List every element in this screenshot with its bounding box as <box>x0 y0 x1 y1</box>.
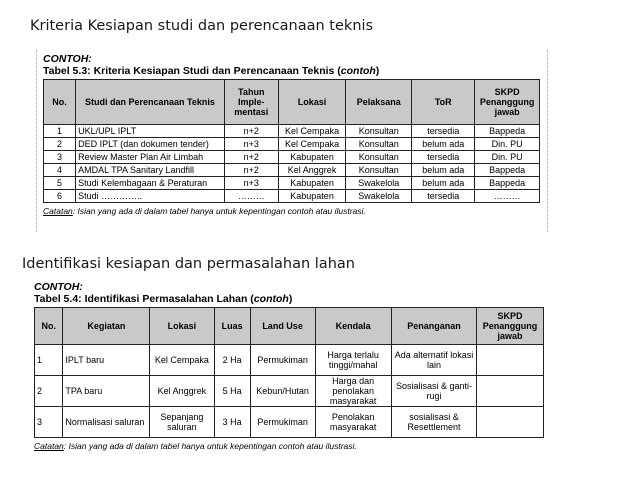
column-header: Studi dan Perencanaan Teknis <box>76 80 225 125</box>
table-cell: belum ada <box>412 177 475 190</box>
table-cell: 5 Ha <box>214 376 250 407</box>
table-row <box>35 376 544 407</box>
table-cell: ……… <box>475 190 540 203</box>
table-cell: 6 <box>44 190 76 203</box>
table-cell: ……… <box>224 190 278 203</box>
table-cell: Swakelola <box>346 177 412 190</box>
table-cell: IPLT baru <box>63 345 150 376</box>
table-cell: Kel Cempaka <box>278 138 346 151</box>
column-header: ToR <box>412 80 475 125</box>
table-cell: Bappeda <box>475 125 540 138</box>
table-cell: Konsultan <box>346 125 412 138</box>
table-cell: n+2 <box>224 164 278 177</box>
table-cell: Review Master Plan Air Limbah <box>76 151 225 164</box>
table-cell <box>477 376 544 407</box>
table-cell: Bappeda <box>475 164 540 177</box>
table-row <box>35 407 544 438</box>
column-header: SKPD Penanggung jawab <box>475 80 540 125</box>
table-cell: Kebun/Hutan <box>250 376 315 407</box>
table-cell: Din. PU <box>475 151 540 164</box>
table-cell: Normalisasi saluran <box>63 407 150 438</box>
table-cell: belum ada <box>412 164 475 177</box>
table-cell: Penolakan masyarakat <box>315 407 391 438</box>
lahan-table <box>34 307 544 438</box>
contoh-label: CONTOH: <box>43 53 92 65</box>
table-cell: Kel Anggrek <box>278 164 346 177</box>
table-cell: TPA baru <box>63 376 150 407</box>
table-cell: Sosialisasi & ganti-rugi <box>391 376 476 407</box>
table-cell: Kabupaten <box>278 151 346 164</box>
column-header: Pelaksana <box>346 80 412 125</box>
table-cell: Konsultan <box>346 164 412 177</box>
table-cell: Konsultan <box>346 151 412 164</box>
table-row <box>35 345 544 376</box>
table-cell: n+2 <box>224 151 278 164</box>
table-note: Catatan: Isian yang ada di dalam tabel hanya untuk kepentingan contoh atau ilustrasi. <box>34 441 357 451</box>
table-cell: Kabupaten <box>278 190 346 203</box>
table-cell: Kel Anggrek <box>150 376 214 407</box>
table-image-kriteria <box>36 50 548 232</box>
table-cell: Kel Cempaka <box>278 125 346 138</box>
table-cell: Permukiman <box>250 407 315 438</box>
table-cell: Kel Cempaka <box>150 345 214 376</box>
table-cell: Konsultan <box>346 138 412 151</box>
table-cell: 4 <box>44 164 76 177</box>
table-cell: UKL/UPL IPLT <box>76 125 225 138</box>
table-cell: 5 <box>44 177 76 190</box>
column-header: Kendala <box>315 308 391 345</box>
column-header: Luas <box>214 308 250 345</box>
table-cell: Swakelola <box>346 190 412 203</box>
heading-identifikasi-lahan: Identifikasi kesiapan dan permasalahan lahan <box>22 256 355 272</box>
table-cell: 3 <box>35 407 63 438</box>
table-cell: sosialisasi & Resettlement <box>391 407 476 438</box>
column-header: Lokasi <box>150 308 214 345</box>
table-cell: 1 <box>44 125 76 138</box>
table-cell <box>477 407 544 438</box>
column-header: No. <box>44 80 76 125</box>
table-cell: Studi ………….. <box>76 190 225 203</box>
column-header: Land Use <box>250 308 315 345</box>
table-cell: 1 <box>35 345 63 376</box>
table-cell: 2 <box>44 138 76 151</box>
table-cell: Permukiman <box>250 345 315 376</box>
contoh-label: CONTOH: <box>34 281 83 293</box>
table-cell: Kabupaten <box>278 177 346 190</box>
table-cell: 2 <box>35 376 63 407</box>
table-cell: 3 Ha <box>214 407 250 438</box>
column-header: Penanganan <box>391 308 476 345</box>
table-caption: Tabel 5.4: Identifikasi Permasalahan Lahan (contoh) <box>34 293 293 305</box>
heading-kriteria-kesiapan: Kriteria Kesiapan studi dan perencanaan teknis <box>30 18 374 34</box>
table-cell <box>477 345 544 376</box>
table-cell: belum ada <box>412 138 475 151</box>
column-header: Lokasi <box>278 80 346 125</box>
table-cell: tersedia <box>412 151 475 164</box>
column-header: SKPD Penanggung jawab <box>477 308 544 345</box>
table-cell: Sepanjang saluran <box>150 407 214 438</box>
table-row <box>44 164 540 177</box>
table-row <box>44 151 540 164</box>
table-cell: Din. PU <box>475 138 540 151</box>
table-header-row <box>44 80 540 125</box>
table-cell: Bappeda <box>475 177 540 190</box>
column-header: Kegiatan <box>63 308 150 345</box>
table-caption: Tabel 5.3: Kriteria Kesiapan Studi dan Perencanaan Teknis (contoh) <box>43 65 380 77</box>
table-cell: Ada alternatif lokasi lain <box>391 345 476 376</box>
table-cell: n+2 <box>224 125 278 138</box>
table-cell: tersedia <box>412 125 475 138</box>
table-cell: Harga terlalu tinggi/mahal <box>315 345 391 376</box>
table-cell: 3 <box>44 151 76 164</box>
column-header: No. <box>35 308 63 345</box>
table-row <box>44 177 540 190</box>
table-row <box>44 190 540 203</box>
table-cell: DED IPLT (dan dokumen tender) <box>76 138 225 151</box>
column-header: Tahun Imple-mentasi <box>224 80 278 125</box>
table-row <box>44 125 540 138</box>
table-image-lahan <box>22 277 549 469</box>
table-cell: tersedia <box>412 190 475 203</box>
table-cell: 2 Ha <box>214 345 250 376</box>
table-row <box>44 138 540 151</box>
table-header-row <box>35 308 544 345</box>
table-cell: n+3 <box>224 177 278 190</box>
table-note: Catatan: Isian yang ada di dalam tabel hanya untuk kepentingan contoh atau ilustrasi. <box>43 206 366 216</box>
kriteria-table <box>43 79 540 203</box>
table-cell: AMDAL TPA Sanitary Landfill <box>76 164 225 177</box>
table-cell: Studi Kelembagaan & Peraturan <box>76 177 225 190</box>
table-cell: Harga dan penolakan masyarakat <box>315 376 391 407</box>
table-cell: n+3 <box>224 138 278 151</box>
